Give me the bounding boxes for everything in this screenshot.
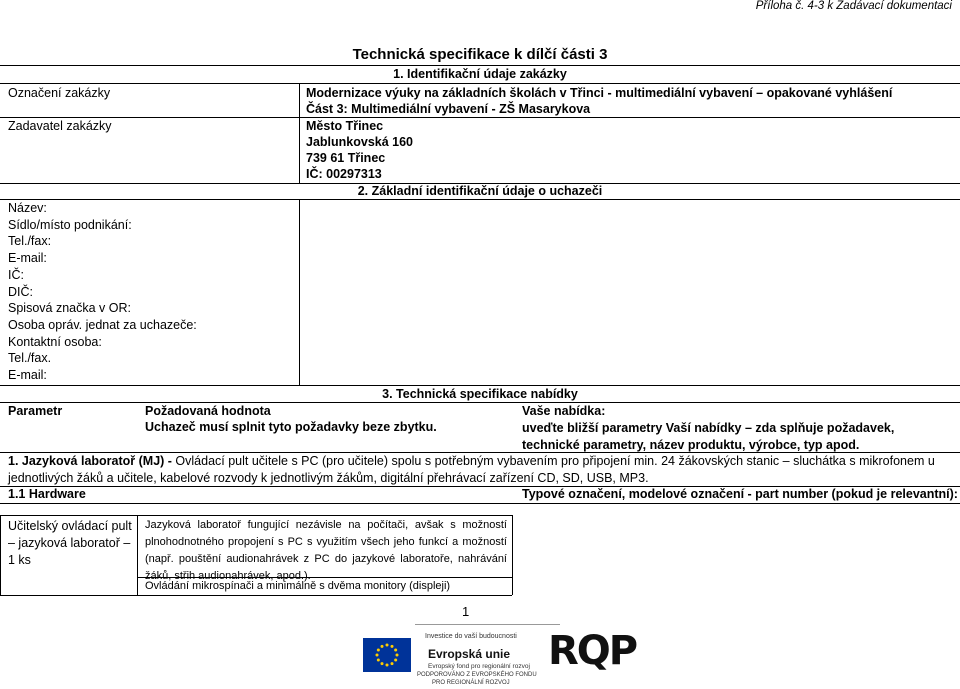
col-offer-note: uveďte bližší parametry Vaší nabídky – zda splňuje požadavek, technické parametry, název produktu, výrobce, typ apod. <box>522 421 895 452</box>
eu-star <box>391 662 394 665</box>
bidder-field-label: Kontaktní osoba: <box>8 334 102 349</box>
section3-heading: 3. Technická specifikace nabídky <box>382 387 578 401</box>
col-param: Parametr <box>8 404 63 418</box>
label-designation: Označení zakázky <box>8 86 111 100</box>
eu-star <box>381 662 384 665</box>
divider <box>0 83 960 84</box>
rop-logo: RQP <box>548 628 637 674</box>
row1-requirement: Jazyková laboratoř fungující nezávisle na počítači, avšak s možností plnohodnotného propojení s PC s využitím všech jeho funkcí a možností (např. pouštění audionahrávek z PC do jazykové laboratoře, nahrávání žáků, střih audionahrávek, apod.). <box>145 519 507 582</box>
divider <box>0 515 512 516</box>
rop-support-line2: PRO REGIONÁLNÍ ROZVOJ <box>432 680 510 686</box>
eu-star <box>396 654 399 657</box>
divider <box>0 503 960 504</box>
divider <box>137 515 138 595</box>
section1-heading: 1. Identifikační údaje zakázky <box>393 67 567 81</box>
divider <box>0 199 960 200</box>
designation-line1: Modernizace výuky na základních školách v Třinci - multimediální vybavení – opakované vyhlášení <box>306 86 893 100</box>
contracting-street: Jablunkovská 160 <box>306 135 414 149</box>
bidder-field-label: Sídlo/místo podnikání: <box>8 217 132 232</box>
bidder-field-label: E-mail: <box>8 368 47 382</box>
divider <box>0 595 512 596</box>
eu-star <box>391 645 394 648</box>
eu-flag-icon <box>363 638 411 672</box>
attachment-label: Příloha č. 4-3 k Zadávací dokumentaci <box>755 0 952 12</box>
divider <box>0 65 960 66</box>
divider <box>0 385 960 386</box>
rop-support-line1: PODPOROVÁNO Z EVROPSKÉHO FONDU <box>417 672 537 678</box>
eu-star <box>377 649 380 652</box>
eu-star <box>394 649 397 652</box>
contracting-name: Město Třinec <box>306 119 384 133</box>
row1-param: Učitelský ovládací pult – jazyková laboratoř – 1 ks <box>8 519 132 567</box>
bidder-field-label: Název: <box>8 201 47 215</box>
eu-star <box>386 664 389 667</box>
label-contracting: Zadavatel zakázky <box>8 119 112 133</box>
invest-tagline: Investice do vaší budoucnosti <box>425 633 517 640</box>
divider <box>415 624 560 625</box>
eu-star <box>394 659 397 662</box>
item1-text: Ovládací pult učitele s PC (pro učitele) spolu s potřebným vybavením pro připojení min. 24 žákovských stanic – sluchátka s mikrofonem u jednotlivých žáků a učitele, kabelové rozvody k jednotlivým žákům, digitální přehrávací zařízení CD, SD, USB, MP3. <box>8 454 935 485</box>
eu-subtitle: Evropský fond pro regionální rozvoj <box>428 663 530 670</box>
divider <box>0 515 1 595</box>
contracting-city: 739 61 Třinec <box>306 151 386 165</box>
bidder-field-label: E-mail: <box>8 251 47 266</box>
bidder-field-label: DIČ: <box>8 284 33 299</box>
divider <box>0 402 960 403</box>
page-title: Technická specifikace k dílčí části 3 <box>352 46 608 63</box>
eu-star <box>377 659 380 662</box>
item1-description <box>8 453 952 486</box>
hardware-offer-label: Typové označení, modelové označení - part number (pokud je relevantní): <box>522 487 958 501</box>
col-required-note: Uchazeč musí splnit tyto požadavky beze zbytku. <box>145 420 437 434</box>
eu-star <box>381 645 384 648</box>
col-offer-label: Vaše nabídka: <box>522 404 606 418</box>
item1-title: 1. Jazyková laboratoř (MJ) - <box>8 454 172 468</box>
eu-star <box>386 644 389 647</box>
bidder-field-label: Tel./fax: <box>8 234 52 249</box>
divider <box>299 83 300 184</box>
bidder-field-label: Tel./fax. <box>8 351 52 366</box>
row1-requirement-2: Ovládání mikrospínači a minimálně s dvěma monitory (displeji) <box>145 580 451 592</box>
divider <box>299 199 300 385</box>
col-required-label: Požadovaná hodnota <box>145 404 271 418</box>
bidder-field-label: IČ: <box>8 267 24 282</box>
divider <box>512 515 513 595</box>
designation-line2: Část 3: Multimediální vybavení - ZŠ Masarykova <box>306 102 591 116</box>
page-number: 1 <box>462 604 470 619</box>
hardware-label: 1.1 Hardware <box>8 487 86 501</box>
eu-star <box>376 654 379 657</box>
divider <box>0 117 960 118</box>
bidder-field-label: Osoba opráv. jednat za uchazeče: <box>8 317 197 332</box>
contracting-ic: IČ: 00297313 <box>306 167 382 181</box>
section2-heading: 2. Základní identifikační údaje o uchazeči <box>357 184 603 198</box>
eu-title: Evropská unie <box>428 647 511 661</box>
bidder-field-label: Spisová značka v OR: <box>8 301 131 316</box>
